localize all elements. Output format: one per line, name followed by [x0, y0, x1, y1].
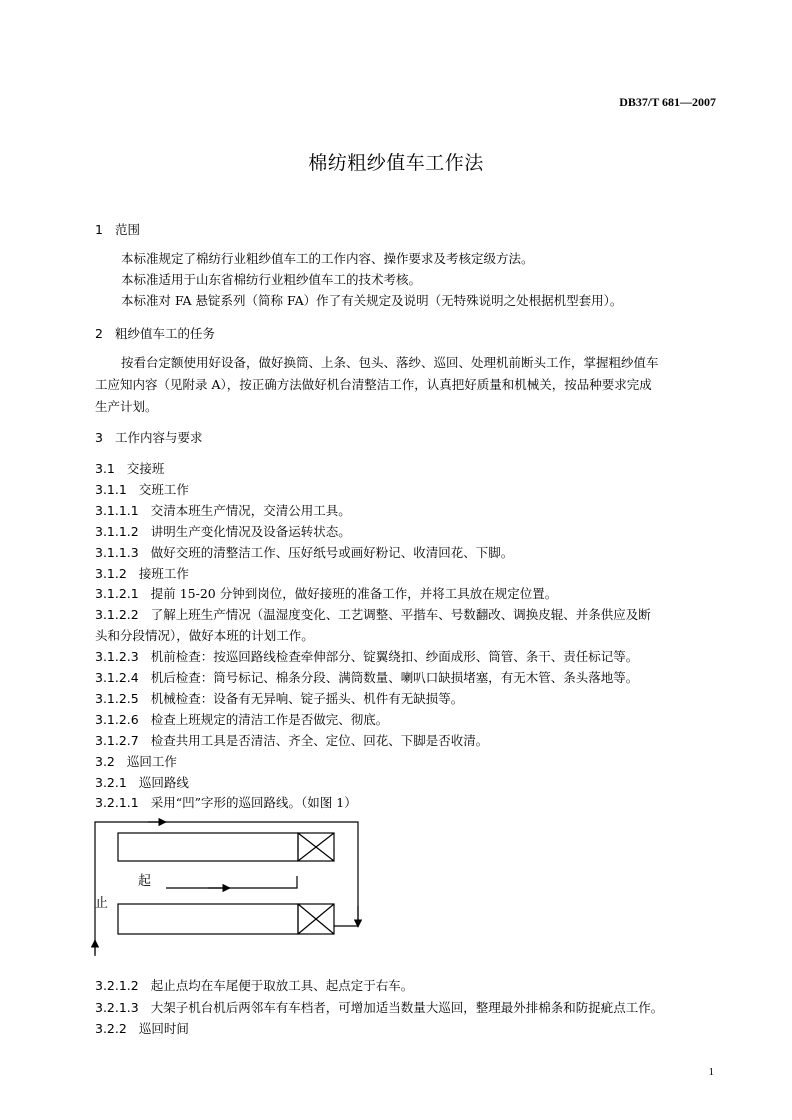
clause-3-1-2-7: [95, 733, 488, 749]
clause-number: 3.1.2.3: [95, 649, 139, 664]
section-title: 粗纱值车工的任务: [114, 326, 215, 341]
standard-code: DB37/T 681—2007: [619, 95, 716, 109]
clause-text: 提前 15-20 分钟到岗位，做好接班的准备工作，并将工具放在规定位置。: [150, 586, 558, 601]
clause-text: 机前检查：按巡回路线检查牵伸部分、锭翼绕扣、纱面成形、筒管、条干、责任标记等。: [150, 649, 639, 664]
clause-3-1-2-1: [95, 586, 557, 602]
clause-3-2-1-2: [95, 978, 413, 994]
section-number: 3: [95, 430, 103, 445]
section-number: 3.2.1: [95, 775, 127, 790]
clause-text: 了解上班生产情况（温湿度变化、工艺调整、平揩车、号数翻改、调换皮辊、并条供应及断: [150, 607, 651, 622]
clause-number: 3.1.1.3: [95, 545, 139, 560]
paragraph: 按看台定额使用好设备，做好换筒、上条、包头、落纱、巡回、处理机前断头工作，掌握粗纱值车: [121, 355, 659, 370]
section-title: 巡回工作: [126, 754, 177, 769]
section-number: 3.1: [95, 461, 115, 476]
clause-number: 3.2.1.2: [95, 978, 139, 993]
clause-text: 交清本班生产情况，交清公用工具。: [150, 503, 351, 518]
clause-3-1-2-6: [95, 712, 388, 728]
clause-text: 机械检查：设备有无异响、锭子摇头、机件有无缺损等。: [150, 691, 464, 706]
section-number: 3.1.2: [95, 566, 127, 581]
clause-3-1-2-2: [95, 607, 651, 623]
section-2-heading: [95, 326, 215, 342]
stop-label: 止: [95, 896, 109, 911]
clause-text: 检查共用工具是否清洁、齐全、定位、回花、下脚是否收清。: [150, 733, 489, 748]
section-number: 3.2: [95, 754, 115, 769]
patrol-route-diagram: [88, 816, 373, 962]
paragraph: 本标准适用于山东省棉纺行业粗纱值车工的技术考核。: [121, 272, 422, 287]
paragraph: 生产计划。: [95, 399, 158, 414]
section-3-1-2-heading: [95, 566, 189, 582]
clause-3-1-2-2-cont: 头和分段情况），做好本班的计划工作。: [95, 628, 314, 643]
paragraph: 本标准对 FA 悬锭系列（简称 FA）作了有关规定及说明（无特殊说明之处根据机型套用）。: [121, 293, 623, 308]
clause-text: 机后检查：筒号标记、棉条分段、满筒数量、喇叭口缺损堵塞，有无木管、条头落地等。: [150, 670, 639, 685]
clause-text: 做好交班的清整洁工作、压好纸号或画好粉记、收清回花、下脚。: [150, 545, 514, 560]
section-3-2-heading: [95, 754, 177, 770]
section-3-2-2-heading: [95, 1021, 189, 1037]
clause-text: 大架子机台机后两邻车有车档者，可增加适当数量大巡回，整理最外排棉条和防捉疵点工作。: [150, 1000, 664, 1015]
clause-text: 讲明生产变化情况及设备运转状态。: [150, 524, 351, 539]
clause-3-1-2-3: [95, 649, 638, 665]
document-title: 棉纺粗纱值车工作法: [308, 152, 484, 174]
clause-3-2-1-3: [95, 1000, 663, 1016]
clause-number: 3.2.1.1: [95, 795, 139, 810]
section-3-heading: [95, 430, 202, 446]
clause-number: 3.1.2.4: [95, 670, 139, 685]
section-title: 工作内容与要求: [114, 430, 203, 445]
section-1-heading: [95, 222, 140, 238]
clause-3-2-1-1: [95, 795, 357, 811]
section-3-1-heading: [95, 461, 164, 477]
machine-top: [118, 833, 298, 861]
start-label: 起: [138, 874, 152, 889]
clause-number: 3.1.2.2: [95, 607, 139, 622]
clause-number: 3.1.1.2: [95, 524, 139, 539]
clause-3-1-2-4: [95, 670, 638, 686]
clause-text: 采用“凹”字形的巡回路线。（如图 1）: [150, 795, 357, 810]
section-title: 交接班: [126, 461, 165, 476]
clause-number: 3.2.1.3: [95, 1000, 139, 1015]
section-3-2-1-heading: [95, 775, 189, 791]
section-title: 范围: [114, 222, 140, 237]
paragraph: 工应知内容（见附录 A），按正确方法做好机台清整洁工作，认真把好质量和机械关，按品种要求完成: [95, 377, 652, 392]
paragraph: 本标准规定了棉纺行业粗纱值车工的工作内容、操作要求及考核定级方法。: [121, 251, 534, 266]
clause-text: 起止点均在车尾便于取放工具、起点定于右车。: [150, 978, 414, 993]
section-number: 2: [95, 326, 103, 341]
clause-number: 3.1.2.5: [95, 691, 139, 706]
clause-text: 检查上班规定的清洁工作是否做完、彻底。: [150, 712, 389, 727]
section-number: 3.2.2: [95, 1021, 127, 1036]
clause-number: 3.1.2.6: [95, 712, 139, 727]
section-title: 接班工作: [138, 566, 189, 581]
section-number: 3.1.1: [95, 482, 127, 497]
section-number: 1: [95, 222, 103, 237]
clause-3-1-1-1: [95, 503, 351, 519]
page-number: 1: [708, 1066, 714, 1078]
start-route-line: [166, 876, 297, 888]
clause-number: 3.1.2.7: [95, 733, 139, 748]
clause-number: 3.1.1.1: [95, 503, 139, 518]
clause-3-1-1-3: [95, 545, 513, 561]
section-title: 巡回路线: [138, 775, 189, 790]
machine-bottom: [118, 904, 298, 934]
clause-3-1-2-5: [95, 691, 463, 707]
section-title: 交班工作: [138, 482, 189, 497]
section-title: 巡回时间: [138, 1021, 189, 1036]
clause-3-1-1-2: [95, 524, 351, 540]
section-3-1-1-heading: [95, 482, 189, 498]
clause-number: 3.1.2.1: [95, 586, 139, 601]
